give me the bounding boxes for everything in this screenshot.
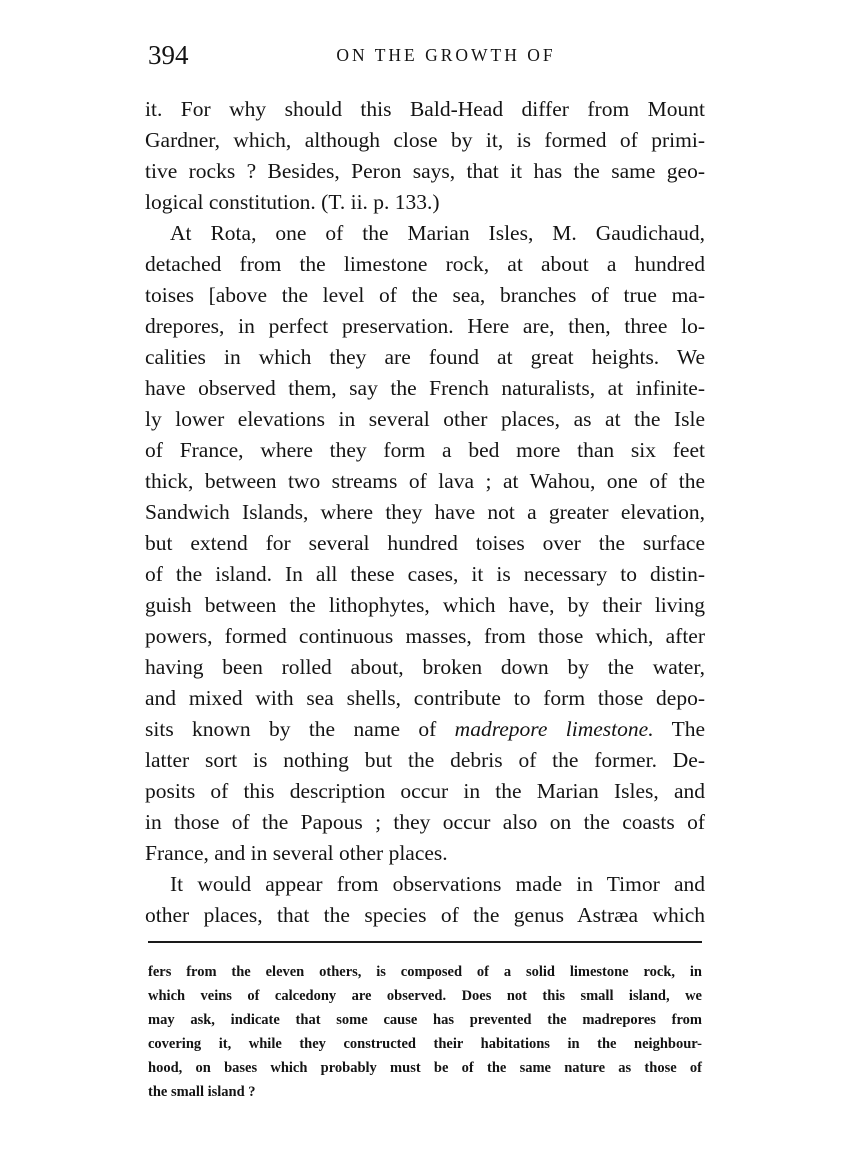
footnote-line: which veins of calcedony are observed. Does not this small island, we	[148, 988, 702, 1004]
text-line: drepores, in perfect preservation. Here are, then, three lo-	[145, 314, 705, 338]
text-segment: sits known by the name of	[145, 717, 437, 741]
italic-term: madrepore limestone.	[454, 717, 654, 741]
text-line: guish between the lithophytes, which have, by their living	[145, 593, 705, 617]
text-line: calities in which they are found at great heights. We	[145, 345, 705, 369]
text-line: logical constitution. (T. ii. p. 133.)	[145, 190, 440, 214]
text-line: ly lower elevations in several other places, as at the Isle	[145, 407, 705, 431]
text-line: Sandwich Islands, where they have not a greater elevation,	[145, 500, 705, 524]
footnote-line: fers from the eleven others, is composed of a solid limestone rock, in	[148, 964, 702, 980]
text-line-with-italic	[145, 714, 705, 745]
text-line: tive rocks ? Besides, Peron says, that it has the same geo-	[145, 159, 705, 183]
text-line: toises [above the level of the sea, branches of true ma-	[145, 283, 705, 307]
text-line: powers, formed continuous masses, from those which, after	[145, 624, 705, 648]
text-line: posits of this description occur in the Marian Isles, and	[145, 779, 705, 803]
footnote-line: may ask, indicate that some cause has prevented the madrepores from	[148, 1012, 702, 1028]
text-line: latter sort is nothing but the debris of the former. De-	[145, 748, 705, 772]
text-line: it. For why should this Bald-Head differ from Mount	[145, 97, 705, 121]
main-text	[145, 94, 705, 931]
footnote-divider	[148, 941, 702, 943]
text-line: of the island. In all these cases, it is necessary to distin-	[145, 562, 705, 586]
footnote-line: hood, on bases which probably must be of the same nature as those of	[148, 1060, 702, 1076]
text-line: At Rota, one of the Marian Isles, M. Gaudichaud,	[170, 221, 705, 245]
text-line: Gardner, which, although close by it, is formed of primi-	[145, 128, 705, 152]
text-line: having been rolled about, broken down by the water,	[145, 655, 705, 679]
text-line: have observed them, say the French naturalists, at infinite-	[145, 376, 705, 400]
text-segment: The	[671, 717, 705, 741]
running-head	[148, 38, 704, 72]
text-line: It would appear from observations made in Timor and	[170, 872, 705, 896]
text-line: in those of the Papous ; they occur also on the coasts of	[145, 810, 705, 834]
page-number: 394	[148, 40, 189, 70]
text-line: and mixed with sea shells, contribute to form those depo-	[145, 686, 705, 710]
footnote-line: the small island ?	[148, 1084, 256, 1100]
text-line: other places, that the species of the genus Astræa which	[145, 903, 705, 927]
footnote	[148, 960, 702, 1104]
text-line: France, and in several other places.	[145, 841, 448, 865]
running-title: ON THE GROWTH OF	[336, 45, 556, 65]
text-line: thick, between two streams of lava ; at Wahou, one of the	[145, 469, 705, 493]
text-line: but extend for several hundred toises over the surface	[145, 531, 705, 555]
footnote-line: covering it, while they constructed their habitations in the neighbour-	[148, 1036, 702, 1052]
text-line: of France, where they form a bed more than six feet	[145, 438, 705, 462]
text-line: detached from the limestone rock, at about a hundred	[145, 252, 705, 276]
